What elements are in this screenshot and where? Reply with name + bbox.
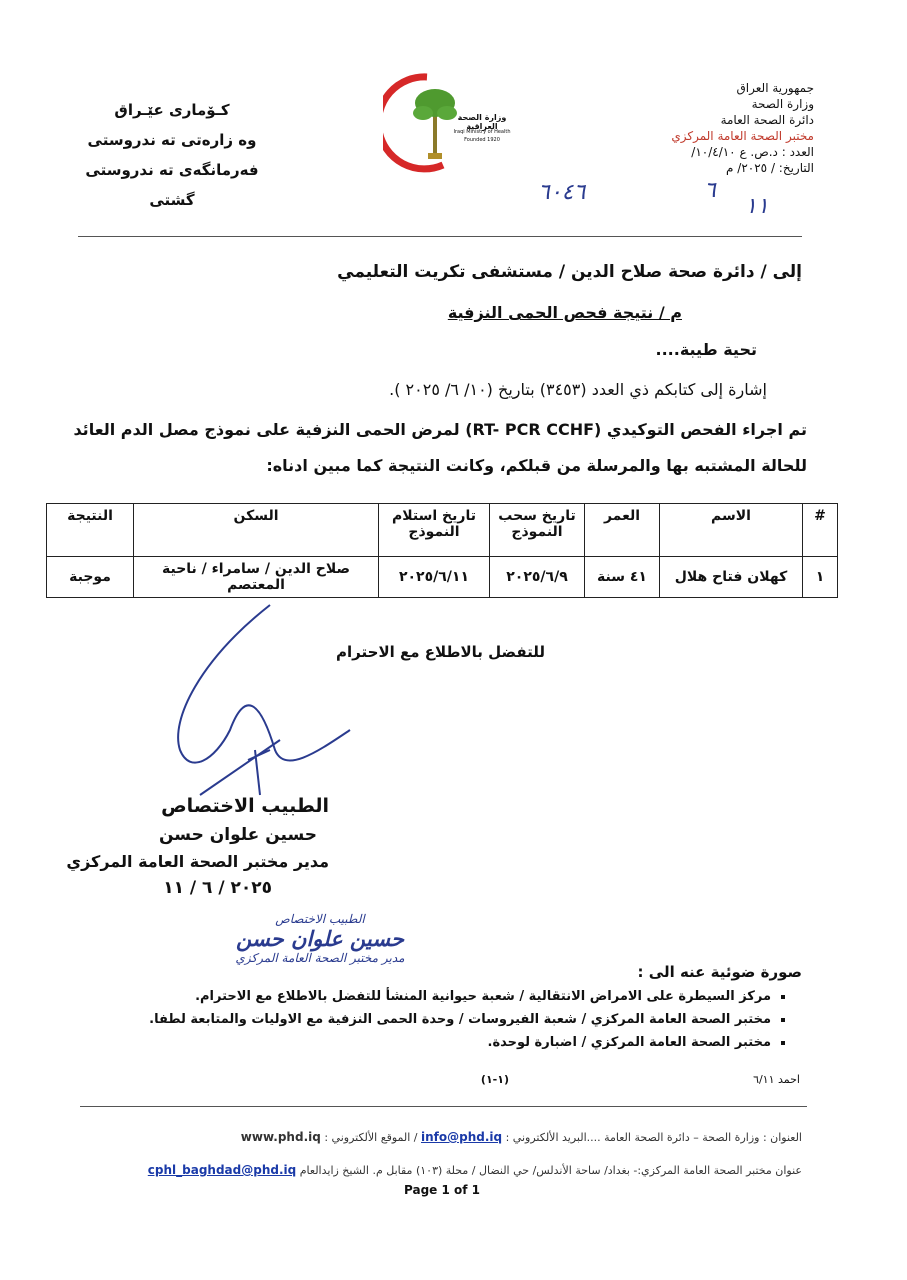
handwritten-month: ٦ bbox=[704, 178, 716, 203]
stamp-line3: مدير مختبر الصحة العامة المركزي bbox=[235, 951, 405, 965]
body-line-2: للحالة المشتبه بها والمرسلة من قبلكم، وكانت النتيجة كما مبين ادناه: bbox=[266, 456, 807, 475]
kurdish-line2: وه زارەتی ته ندروستی bbox=[87, 131, 257, 149]
ministry-header bbox=[614, 80, 814, 176]
cell-draw-date: ٢٠٢٥/٦/٩ bbox=[490, 557, 585, 598]
list-item: ▪ مختبر الصحة العامة المركزي / شعبة الفيروسات / وحدة الحمى النزفية مع الاوليات والمتابعة لطفا. bbox=[149, 1008, 771, 1031]
col-header-draw-date: تاريخ سحب النموذج bbox=[490, 504, 585, 557]
cc-list bbox=[149, 985, 789, 1054]
reference-paragraph: إشارة إلى كتابكم ذي العدد (٣٤٥٣) بتاريخ (١٠/ ٦/ ٢٠٢٥ ). bbox=[389, 380, 767, 399]
cell-age: ٤١ سنة bbox=[585, 557, 660, 598]
body-line-1: تم اجراء الفحص التوكيدي (RT- PCR CCHF) لمرض الحمى النزفية على نموذج مصل الدم العائد bbox=[73, 420, 807, 439]
cell-name: كهلان فتاح هلال bbox=[660, 557, 803, 598]
handwritten-number: ٦٠٤٦ bbox=[538, 180, 586, 205]
footer-lab-address: عنوان مختبر الصحة العامة المركزي:- بغداد/ ساحة الأندلس/ حي النضال / محلة (١٠٣) مقابل م. الشيخ زايدالعام bbox=[299, 1164, 802, 1177]
cell-result: موجبة bbox=[47, 557, 134, 598]
handwritten-signature bbox=[160, 600, 360, 810]
col-header-age: العمر bbox=[585, 504, 660, 557]
cell-receive-date: ٢٠٢٥/٦/١١ bbox=[379, 557, 490, 598]
signatory-name: حسين علوان حسن bbox=[158, 825, 317, 845]
col-header-receive-date: تاريخ استلام النموذج bbox=[379, 504, 490, 557]
cell-residence: صلاح الدين / سامراء / ناحية المعتصم bbox=[134, 557, 379, 598]
kurdish-line1: كـۆماری عێـراق bbox=[114, 101, 230, 119]
footer-line-2 bbox=[148, 1163, 802, 1177]
footer-divider bbox=[80, 1106, 807, 1107]
cell-index: ١ bbox=[803, 557, 838, 598]
logo-founded: Founded 1920 bbox=[464, 137, 500, 143]
col-header-residence: السكن bbox=[134, 504, 379, 557]
typist-note: احمد ٦/١١ bbox=[753, 1073, 800, 1086]
col-header-result: النتيجة bbox=[47, 504, 134, 557]
logo-subtitle: Iraqi Ministry of Health bbox=[453, 129, 511, 135]
page-number: Page 1 of 1 bbox=[404, 1183, 480, 1197]
signatory-position: مدير مختبر الصحة العامة المركزي bbox=[66, 852, 329, 871]
footer-email-link[interactable]: info@phd.iq bbox=[421, 1130, 503, 1144]
country-name: جمهورية العراق bbox=[736, 81, 814, 95]
footer-line-1 bbox=[241, 1130, 802, 1144]
ministry-name: وزارة الصحة bbox=[751, 97, 814, 111]
results-table bbox=[46, 503, 838, 598]
department-name: دائرة الصحة العامة bbox=[720, 113, 814, 127]
list-item: ▪ مختبر الصحة العامة المركزي / اضبارة لوحدة. bbox=[149, 1031, 771, 1054]
closing-line: للتفضل بالاطلاع مع الاحترام bbox=[336, 643, 545, 661]
logo-title: وزارة الصحة العراقية bbox=[457, 113, 507, 131]
table-header-row bbox=[47, 504, 838, 557]
date-label: التاريخ: / ٢٠٢٥/ م bbox=[726, 161, 814, 175]
col-header-name: الاسم bbox=[660, 504, 803, 557]
header-divider bbox=[78, 236, 802, 237]
footer-address: العنوان : وزارة الصحة – دائرة الصحة العامة ....البريد الألكتروني : bbox=[505, 1131, 802, 1144]
subject-line: م / نتيجة فحص الحمى النزفية bbox=[447, 303, 682, 322]
official-stamp bbox=[215, 912, 425, 965]
kurdish-header bbox=[82, 95, 262, 215]
footer-website[interactable]: www.phd.iq bbox=[240, 1130, 321, 1144]
stamp-line2: حسين علوان حسن bbox=[236, 926, 404, 951]
page-ref: (١-١) bbox=[480, 1073, 509, 1086]
kurdish-line3: فەرمانگەی ته ندروستی گشتی bbox=[85, 161, 259, 209]
ministry-logo bbox=[383, 73, 511, 173]
col-header-index: # bbox=[803, 504, 838, 557]
footer-website-label: / الموقع الألكتروني : bbox=[324, 1131, 418, 1144]
lab-name: مختبر الصحة العامة المركزي bbox=[671, 129, 814, 143]
cc-title: صورة ضوئية عنه الى : bbox=[637, 963, 802, 981]
greeting: تحية طيبة.... bbox=[655, 340, 757, 359]
recipient-line: إلى / دائرة صحة صلاح الدين / مستشفى تكريت التعليمي bbox=[337, 262, 802, 282]
list-item: ▪ مركز السيطرة على الامراض الانتقالية / شعبة حيوانية المنشأ للتفضل بالاطلاع مع الاحترام. bbox=[149, 985, 771, 1008]
reference-number-label: العدد : د.ص. ع ١٠/٤/١٠/ bbox=[691, 145, 814, 159]
table-row bbox=[47, 557, 838, 598]
footer-lab-email-link[interactable]: cphl_baghdad@phd.iq bbox=[147, 1163, 297, 1177]
handwritten-day: ١١ bbox=[745, 194, 769, 219]
signatory-title: الطبيب الاختصاص bbox=[161, 795, 329, 817]
stamp-line1: الطبيب الاختصاص bbox=[275, 912, 365, 926]
signature-date: ٢٠٢٥ / ٦ / ١١ bbox=[163, 878, 272, 898]
